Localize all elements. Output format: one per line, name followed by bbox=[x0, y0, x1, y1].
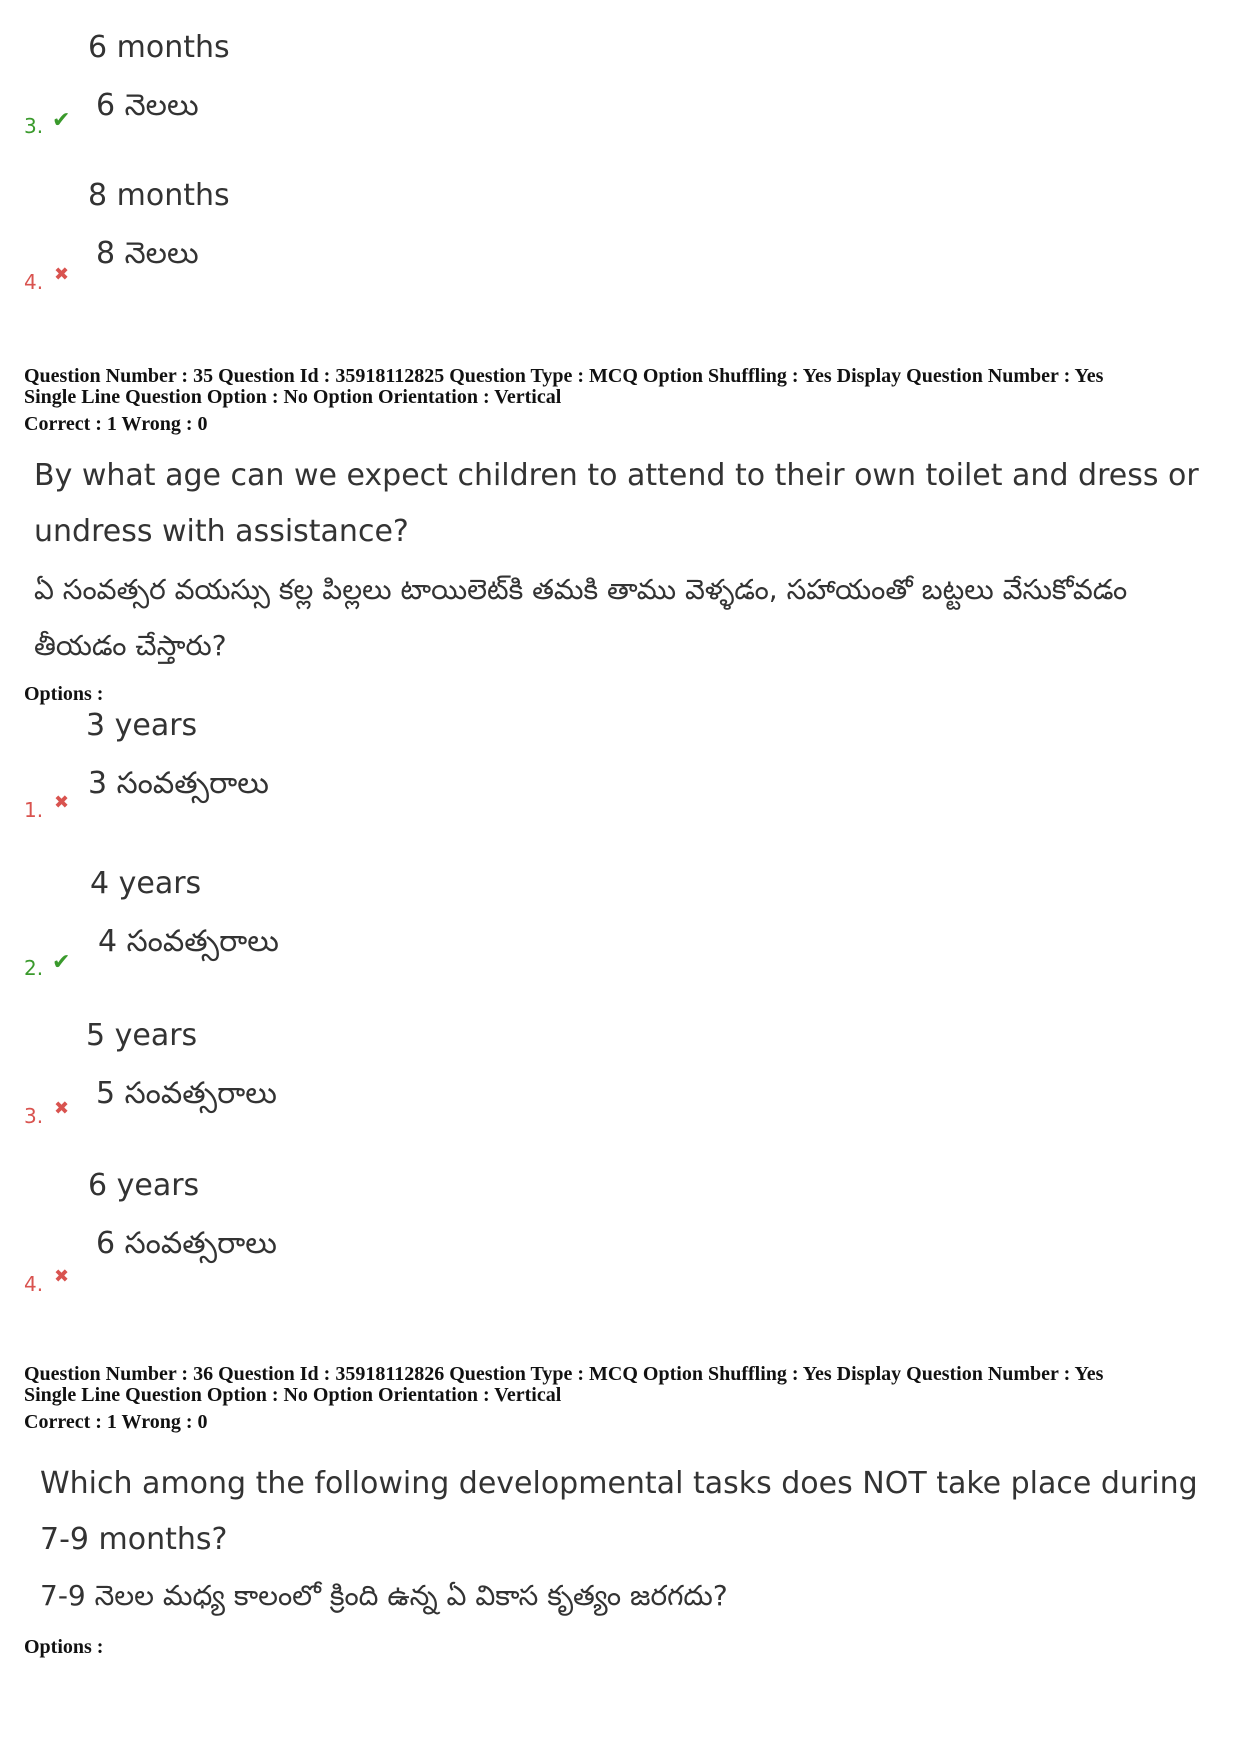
q35-option-2-telugu: 4 సంవత్సరాలు bbox=[98, 924, 279, 959]
question-35-text-english: By what age can we expect children to attend to their own toilet and dress or undress with assistance? bbox=[34, 458, 1199, 549]
option-3-english: 6 months bbox=[88, 30, 230, 65]
cross-icon: ✖ bbox=[54, 264, 70, 285]
q35-option-1-english: 3 years bbox=[86, 708, 198, 743]
question-35-meta-line-1: Question Number : 35 Question Id : 35918112825 Question Type : MCQ Option Shuffling : Yes Display Question Number : Yes bbox=[24, 365, 1104, 387]
question-35-options-label: Options : bbox=[24, 683, 104, 705]
question-35-score: Correct : 1 Wrong : 0 bbox=[24, 413, 208, 435]
q35-option-4-english: 6 years bbox=[88, 1168, 200, 1203]
question-36-text-telugu: 7-9 నెలల మధ్య కాలంలో క్రింది ఉన్న ఏ వికాస కృత్యం జరగదు? bbox=[40, 1579, 728, 1612]
question-36-score: Correct : 1 Wrong : 0 bbox=[24, 1411, 208, 1433]
q35-option-1-telugu: 3 సంవత్సరాలు bbox=[88, 766, 269, 801]
question-36-options-label: Options : bbox=[24, 1636, 104, 1658]
question-36-meta-line-1: Question Number : 36 Question Id : 35918112826 Question Type : MCQ Option Shuffling : Yes Display Question Number : Yes bbox=[24, 1363, 1104, 1385]
option-3-number: 3. bbox=[24, 114, 44, 138]
q35-option-3-english: 5 years bbox=[86, 1018, 198, 1053]
cross-icon: ✖ bbox=[54, 1098, 70, 1119]
option-3-telugu: 6 నెలలు bbox=[96, 88, 199, 123]
q35-option-2-english: 4 years bbox=[90, 866, 202, 901]
check-icon: ✔ bbox=[52, 950, 71, 975]
cross-icon: ✖ bbox=[54, 792, 70, 813]
check-icon: ✔ bbox=[52, 108, 71, 133]
cross-icon: ✖ bbox=[54, 1266, 70, 1287]
question-36-meta-line-2: Single Line Question Option : No Option Orientation : Vertical bbox=[24, 1384, 562, 1406]
option-4-telugu: 8 నెలలు bbox=[96, 236, 199, 271]
question-36-text-english: Which among the following developmental tasks does NOT take place during 7-9 months? bbox=[40, 1466, 1198, 1557]
q35-option-3-telugu: 5 సంవత్సరాలు bbox=[96, 1076, 277, 1111]
option-4-english: 8 months bbox=[88, 178, 230, 213]
q35-option-4-telugu: 6 సంవత్సరాలు bbox=[96, 1226, 277, 1261]
q35-option-4-number: 4. bbox=[24, 1272, 44, 1296]
q35-option-1-number: 1. bbox=[24, 798, 44, 822]
question-35-meta-line-2: Single Line Question Option : No Option Orientation : Vertical bbox=[24, 386, 562, 408]
question-35-text-telugu: ఏ సంవత్సర వయస్సు కల్ల పిల్లలు టాయిలెట్‌కి తమకి తాము వెళ్ళడం, సహాయంతో బట్టలు వేసుకోవడం తీయడం చేస్తారు? bbox=[34, 573, 1128, 662]
q35-option-3-number: 3. bbox=[24, 1104, 44, 1128]
option-4-number: 4. bbox=[24, 270, 44, 294]
q35-option-2-number: 2. bbox=[24, 956, 44, 980]
